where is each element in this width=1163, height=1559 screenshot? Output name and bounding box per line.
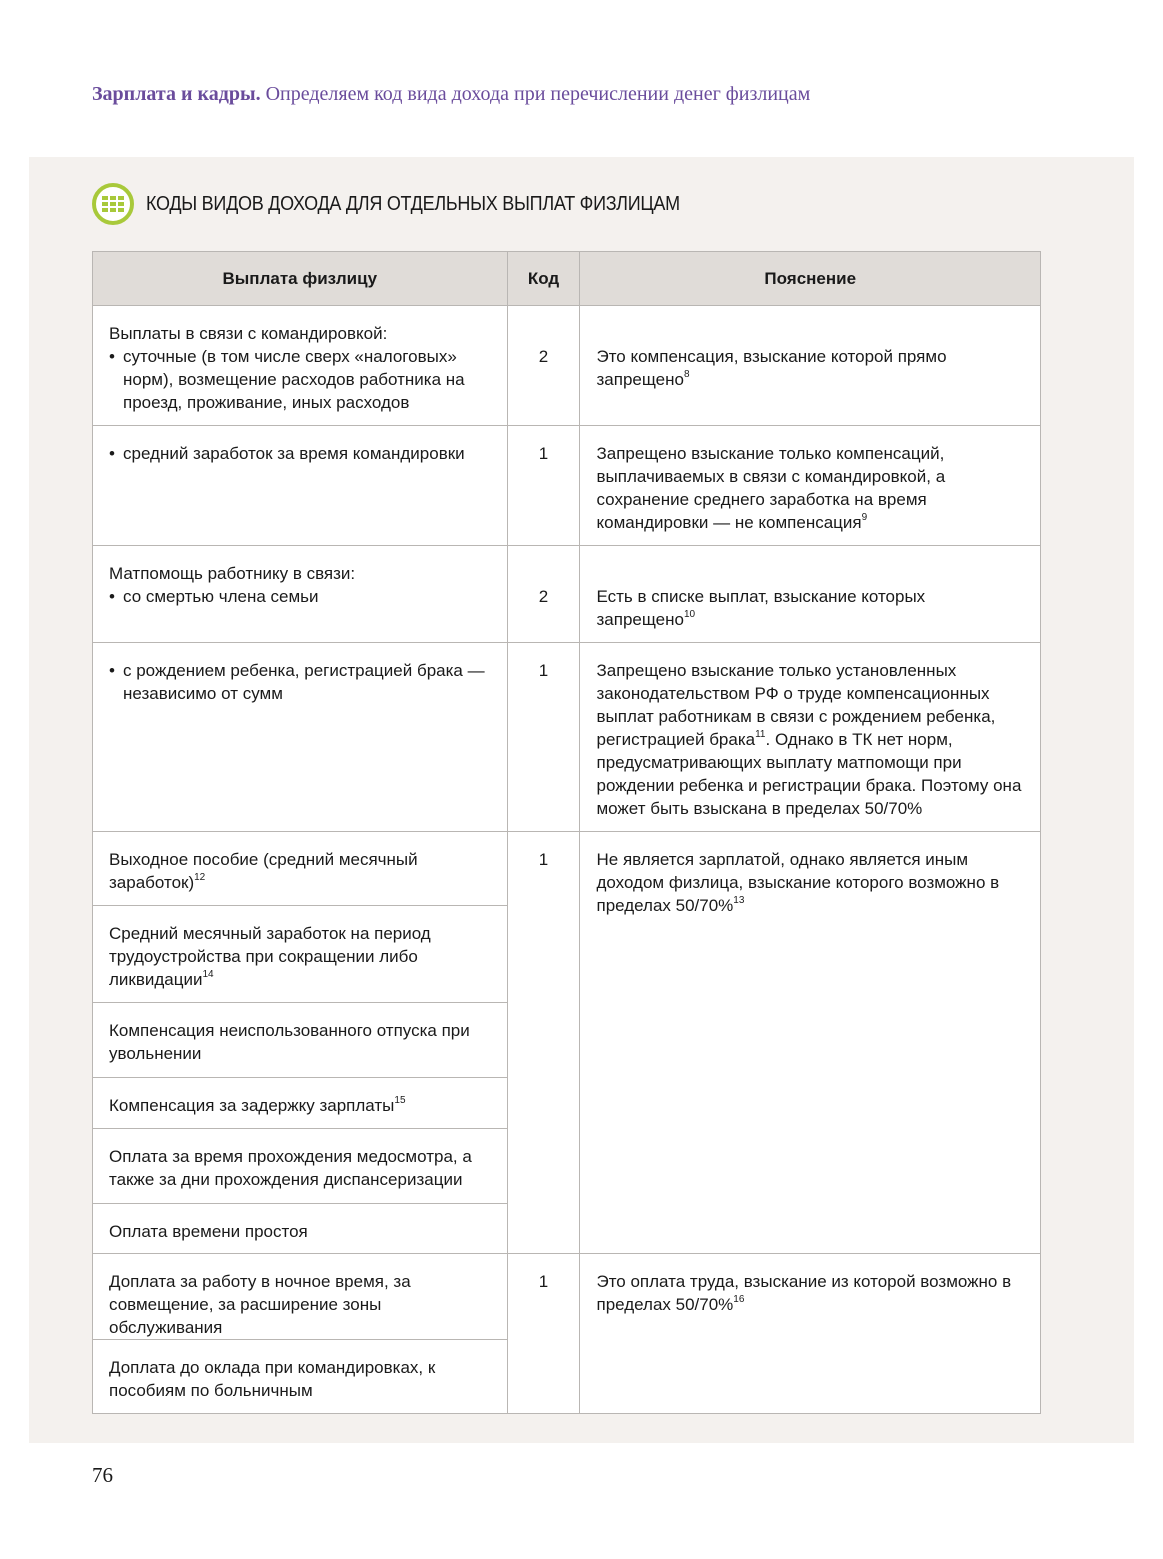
table-row: Компенсация неиспользованного отпуска при увольнении (93, 1003, 1041, 1078)
income-codes-table (92, 251, 1041, 1414)
table-row: Средний месячный заработок на период трудоустройства при сокращении либо ликвидации$^{14}$ (93, 906, 1041, 1003)
code-cell: 1 (507, 1254, 580, 1414)
table-icon (92, 183, 134, 225)
column-header: Пояснение (580, 252, 1041, 306)
table-header-row (93, 252, 1041, 306)
row-lead: Выплаты в связи с командировкой: (109, 324, 388, 343)
explanation-cell: Это компенсация, взыскание которой прямо запрещено$^8$ (580, 306, 1041, 426)
table-row: Доплата до оклада при командировках, к пособиям по больничным (93, 1340, 1041, 1414)
code-cell: 1 (507, 426, 580, 546)
table-title-text: КОДЫ ВИДОВ ДОХОДА ДЛЯ ОТДЕЛЬНЫХ ВЫПЛАТ ФИЗЛИЦАМ (146, 192, 680, 215)
column-header: Выплата физлицу (93, 252, 508, 306)
table-row (93, 643, 1041, 832)
explanation-cell: Это оплата труда, взыскание из которой возможно в пределах 50/70%$^{16}$ (580, 1254, 1041, 1414)
explanation-cell: Есть в списке выплат, взыскание которых запрещено$^{10}$ (580, 546, 1041, 643)
table-row: Компенсация за задержку зарплаты$^{15}$ (93, 1078, 1041, 1129)
code-cell: 2 (507, 546, 580, 643)
row-lead: Матпомощь работнику в связи: (109, 564, 356, 583)
table-row (93, 546, 1041, 643)
row-bullet: • с рождением ребенка, регистрацией брака — независимо от сумм (109, 659, 491, 705)
table-title (92, 183, 739, 225)
table-row (93, 426, 1041, 546)
row-bullet: • суточные (в том числе сверх «налоговых» норм), возмещение расходов работника на проезд, проживание, иных расходов (109, 345, 491, 414)
footnote-ref: 13 (733, 895, 745, 906)
article-title: Определяем код вида дохода при перечислении денег физлицам (265, 83, 811, 105)
table-row: Доплата за работу в ночное время, за совмещение, за расширение зоны обслуживания 1 Это оплата труда, взыскание из которой возможно в пределах 50/70%$^{16}$ (93, 1254, 1041, 1340)
column-header: Код (507, 252, 580, 306)
code-cell: 1 (507, 643, 580, 832)
footnote-ref: 9 (861, 512, 868, 523)
table-row: Оплата за время прохождения медосмотра, а также за дни прохождения диспансеризации (93, 1129, 1041, 1204)
page-number: 76 (92, 1463, 113, 1487)
table-row (93, 306, 1041, 426)
footnote-ref: 10 (683, 609, 696, 620)
explanation-cell: Не является зарплатой, однако является иным доходом физлица, взыскание которого возможно в пределах 50/70%$^{13}$ (580, 832, 1041, 1254)
footnote-ref: 8 (683, 369, 690, 380)
footnote-ref: 16 (733, 1294, 745, 1305)
explanation-cell: Запрещено взыскание только установленных законодательством РФ о труде компенсационных выплат работникам в связи с рождением ребенка, регистрацией брака$^{11}$. Однако в ТК нет норм, предусматривающих выплату матпомощи при рождении ребенка и регистрации брака. Поэтому она может быть взыскана в пределах 50/70% (580, 643, 1041, 832)
payment-cell: Выходное пособие (средний месячный заработок)$^{12}$ (93, 832, 508, 906)
table-row (93, 832, 1041, 906)
code-cell: 2 (507, 306, 580, 426)
code-cell: 1 (507, 832, 580, 1254)
table-row: Оплата времени простоя (93, 1204, 1041, 1254)
running-header (92, 83, 810, 106)
row-bullet: • средний заработок за время командировки (109, 442, 491, 465)
explanation-cell: Запрещено взыскание только компенсаций, выплачиваемых в связи с командировкой, а сохранение среднего заработка на время командировки — не компенсация$^9$ (580, 426, 1041, 546)
footnote-ref: 11 (755, 729, 766, 740)
section-name: Зарплата и кадры. (92, 83, 261, 105)
row-bullet: • со смертью члена семьи (109, 585, 491, 608)
